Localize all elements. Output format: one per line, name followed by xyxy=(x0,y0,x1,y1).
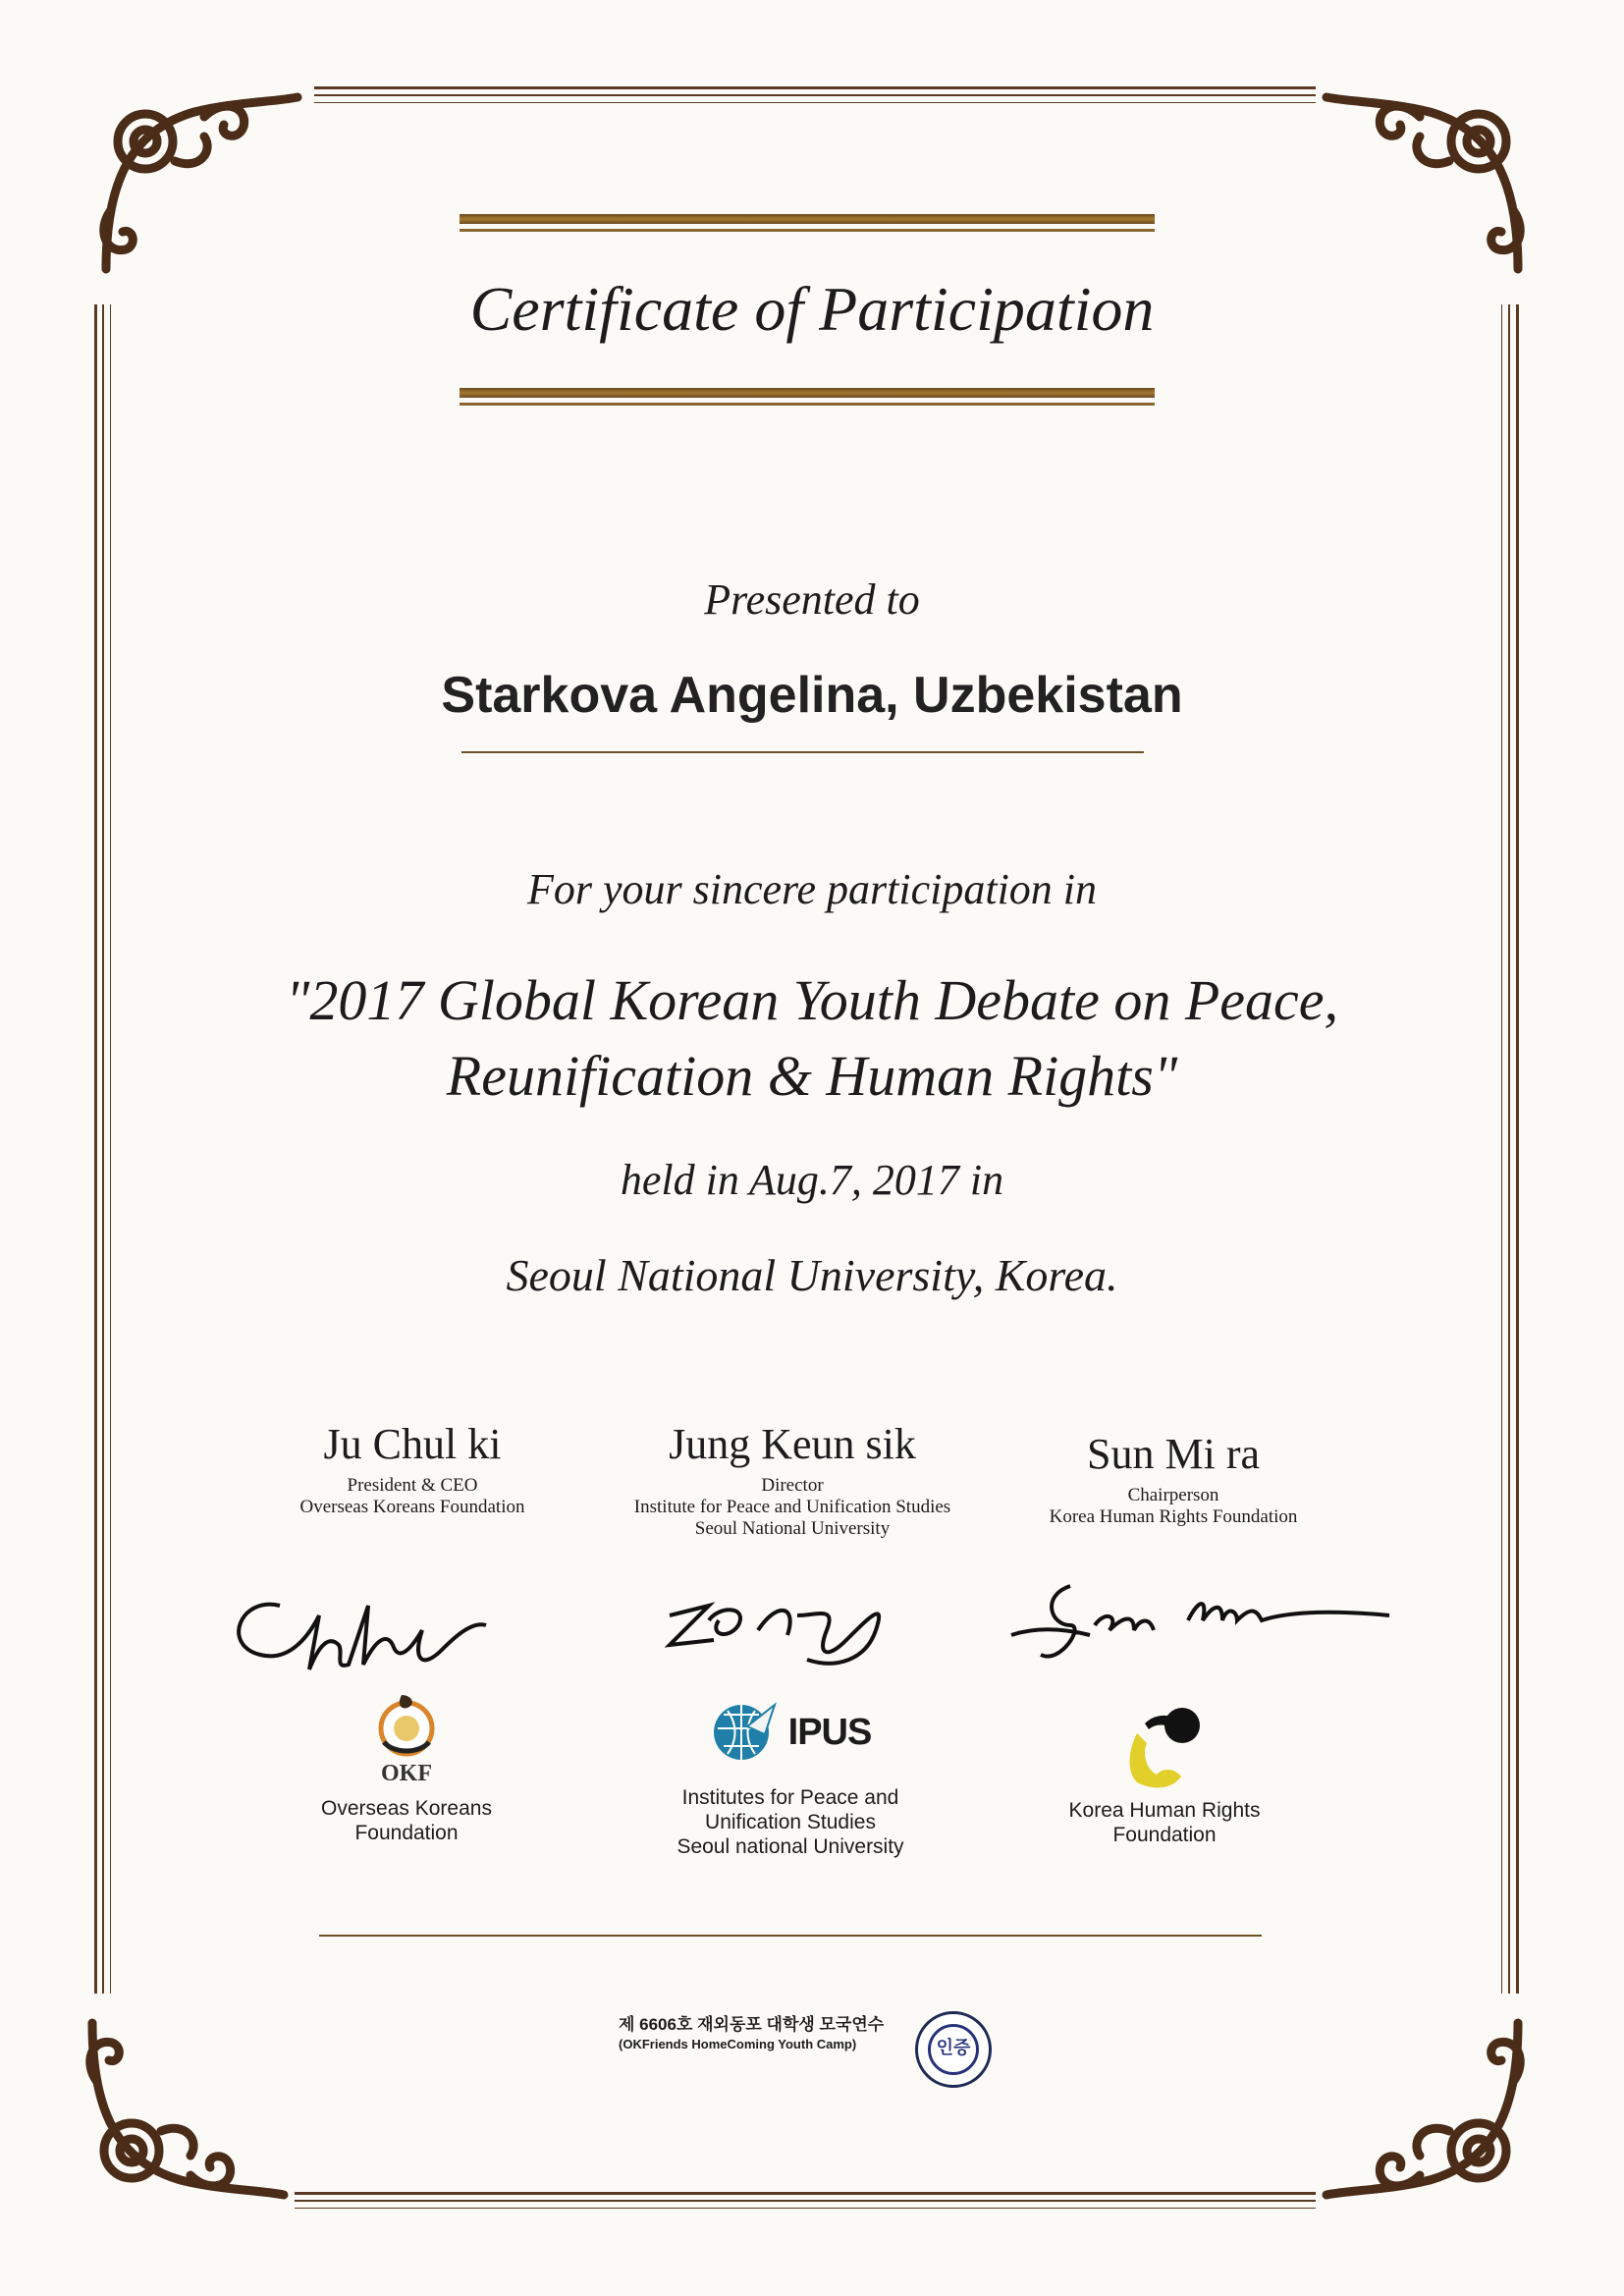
event-title-line1: "2017 Global Korean Youth Debate on Peace, xyxy=(285,968,1338,1032)
border-left-line-3 xyxy=(110,304,111,1994)
footer-english: (OKFriends HomeComing Youth Camp) xyxy=(619,2037,857,2051)
venue: Seoul National University, Korea. xyxy=(506,1250,1118,1300)
signature-2 xyxy=(601,1576,984,1674)
certification-seal xyxy=(915,2011,992,2088)
border-top-line xyxy=(314,86,1316,89)
signatory-org-2: Seoul National University xyxy=(694,1518,891,1539)
okf-logo-icon xyxy=(372,1691,441,1760)
globe-icon xyxy=(710,1699,781,1766)
ipus-name-line1: Institutes for Peace and xyxy=(681,1786,899,1809)
signatory-name: Sun Mi ra xyxy=(1087,1430,1260,1478)
certificate-title: Certificate of Participation xyxy=(469,274,1155,344)
border-right-line xyxy=(1516,304,1519,1994)
event-title-line2: Reunification & Human Rights" xyxy=(446,1044,1178,1108)
signatory-org: Overseas Koreans Foundation xyxy=(299,1497,525,1517)
khrf-name-line2: Foundation xyxy=(1112,1824,1217,1846)
title-bar-bottom xyxy=(460,388,1155,406)
logo-khrf xyxy=(968,1704,1361,1847)
signatory-org: Institute for Peace and Unification Studies xyxy=(633,1497,951,1517)
seal-text: 인증 xyxy=(936,2038,971,2058)
signatory-org: Korea Human Rights Foundation xyxy=(1049,1506,1298,1527)
border-bottom-line-2 xyxy=(295,2200,1316,2202)
footer-rule xyxy=(319,1935,1262,1937)
signatory-3 xyxy=(962,1429,1384,1528)
border-right-line-3 xyxy=(1501,304,1502,1994)
border-top-line-3 xyxy=(314,102,1316,103)
border-left-line-2 xyxy=(102,304,104,1994)
recipient-name: Starkova Angelina, Uzbekistan xyxy=(441,667,1183,724)
signature-1 xyxy=(221,1576,604,1674)
recipient-underline xyxy=(461,751,1144,753)
logo-ipus xyxy=(594,1699,987,1859)
signatory-role: President & CEO xyxy=(347,1475,478,1496)
border-top-line-2 xyxy=(314,94,1316,96)
held-date: held in Aug.7, 2017 in xyxy=(620,1156,1004,1204)
okf-name-line2: Foundation xyxy=(354,1822,459,1844)
corner-ornament-bottom-right xyxy=(1322,2003,1538,2219)
khrf-logo-icon xyxy=(1115,1704,1214,1792)
signatory-name: Jung Keun sik xyxy=(669,1420,916,1468)
signatory-role: Director xyxy=(761,1475,824,1496)
signatory-2 xyxy=(581,1419,1003,1540)
signatory-1 xyxy=(201,1419,623,1518)
ipus-name-line2: Unification Studies xyxy=(705,1811,876,1833)
border-right-line-2 xyxy=(1508,304,1510,1994)
corner-ornament-top-right xyxy=(1322,73,1538,289)
footer-korean: 제 6606호 재외동포 대학생 모국연수 xyxy=(619,2015,885,2034)
border-bottom-line-3 xyxy=(295,2208,1316,2209)
presented-label: Presented to xyxy=(704,575,920,624)
ipus-name-line3: Seoul national University xyxy=(677,1835,904,1858)
khrf-name-line1: Korea Human Rights xyxy=(1068,1799,1261,1822)
footer-text xyxy=(619,2015,884,2054)
signatory-name: Ju Chul ki xyxy=(323,1420,502,1468)
corner-ornament-top-left xyxy=(86,73,302,289)
title-bar-top xyxy=(460,214,1155,232)
okf-name-line1: Overseas Koreans xyxy=(321,1797,492,1820)
corner-ornament-bottom-left xyxy=(73,2003,289,2219)
signatory-role: Chairperson xyxy=(1127,1485,1219,1505)
signature-3 xyxy=(1001,1566,1424,1665)
border-left-line xyxy=(94,304,97,1994)
logo-okf xyxy=(210,1691,603,1845)
for-label: For your sincere participation in xyxy=(526,865,1098,913)
border-bottom-line xyxy=(295,2192,1316,2195)
okf-abbr: OKF xyxy=(381,1761,432,1786)
ipus-abbr: IPUS xyxy=(787,1711,872,1753)
